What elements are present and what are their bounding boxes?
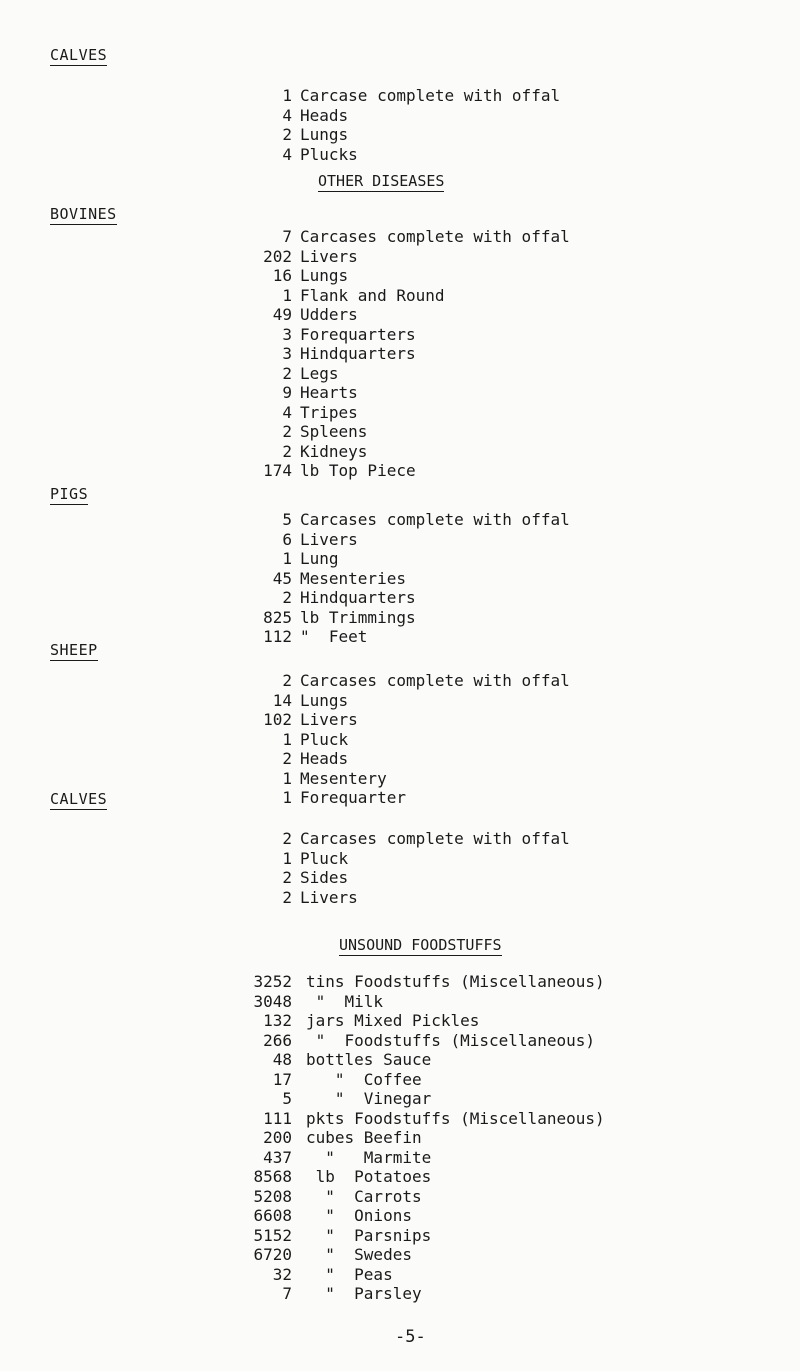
list-item [0, 1226, 800, 1246]
item-description: Mesenteries [300, 568, 406, 588]
list-item [0, 1050, 800, 1070]
list-item [0, 305, 800, 325]
item-description: Carcase complete with offal [300, 86, 561, 105]
list-item [0, 788, 800, 808]
item-quantity: 1 [282, 285, 292, 305]
item-description: Carcases complete with offal [300, 829, 570, 848]
list-item [0, 510, 800, 530]
list-item [0, 247, 800, 267]
sheep-list [0, 671, 800, 808]
item-description: " Parsnips [306, 1225, 432, 1245]
item-description: Lungs [300, 125, 349, 144]
item-quantity: 8568 [253, 1167, 292, 1186]
item-quantity: 5 [282, 1089, 292, 1108]
item-description: Tripes [300, 402, 358, 422]
item-quantity: 7 [282, 227, 292, 246]
item-quantity: 17 [272, 1069, 292, 1089]
list-item [0, 769, 800, 789]
item-description: Livers [300, 710, 358, 729]
list-item [0, 1245, 800, 1265]
item-description: Carcases complete with offal [300, 510, 570, 529]
item-description: Udders [300, 305, 358, 324]
item-quantity: 1 [282, 788, 292, 807]
item-description: lb Top Piece [300, 461, 416, 480]
item-quantity: 825 [263, 607, 292, 627]
item-quantity: 5152 [253, 1225, 292, 1245]
item-quantity: 3048 [253, 991, 292, 1011]
item-quantity: 3 [282, 344, 292, 363]
item-description: Pluck [300, 729, 349, 749]
item-description: Heads [300, 749, 349, 768]
list-item [0, 730, 800, 750]
list-item [0, 145, 800, 165]
item-quantity: 111 [263, 1108, 292, 1128]
list-item [0, 627, 800, 647]
item-quantity: 266 [263, 1030, 292, 1050]
item-description: bottles Sauce [306, 1050, 432, 1069]
item-description: " Marmite [306, 1147, 432, 1167]
list-item [0, 1070, 800, 1090]
item-quantity: 2 [282, 749, 292, 768]
item-description: Spleens [300, 422, 368, 441]
item-quantity: 200 [263, 1128, 292, 1147]
list-item [0, 608, 800, 628]
item-quantity: 3 [282, 324, 292, 344]
calves-top-list [0, 86, 800, 164]
item-description: Carcases complete with offal [300, 227, 570, 246]
item-quantity: 9 [282, 383, 292, 402]
item-quantity: 32 [272, 1264, 292, 1284]
list-item [0, 1187, 800, 1207]
item-quantity: 49 [272, 305, 292, 324]
list-item [0, 403, 800, 423]
item-quantity: 202 [263, 246, 292, 266]
item-quantity: 14 [272, 690, 292, 710]
list-item [0, 227, 800, 247]
item-quantity: 1 [282, 86, 292, 105]
list-item [0, 1206, 800, 1226]
item-description: " Coffee [306, 1069, 422, 1089]
item-description: Livers [300, 887, 358, 907]
item-description: " Foodstuffs (Miscellaneous) [306, 1030, 595, 1050]
item-quantity: 2 [282, 671, 292, 690]
list-item [0, 1148, 800, 1168]
list-item [0, 461, 800, 481]
list-item [0, 691, 800, 711]
item-quantity: 5 [282, 510, 292, 529]
unsound-list [0, 972, 800, 1304]
list-item [0, 266, 800, 286]
list-item [0, 442, 800, 462]
item-description: Heads [300, 105, 349, 125]
list-item [0, 530, 800, 550]
list-item [0, 588, 800, 608]
pigs-list [0, 510, 800, 647]
item-description: Flank and Round [300, 285, 445, 305]
list-item [0, 86, 800, 106]
item-quantity: 2 [282, 441, 292, 461]
list-item [0, 125, 800, 145]
list-item [0, 1128, 800, 1148]
list-item [0, 749, 800, 769]
list-item [0, 1265, 800, 1285]
item-description: " Milk [306, 991, 384, 1011]
item-description: " Onions [306, 1206, 412, 1225]
item-quantity: 5208 [253, 1186, 292, 1206]
item-quantity: 2 [282, 829, 292, 848]
section-heading-calves: CALVES [50, 790, 108, 808]
item-description: Kidneys [300, 441, 368, 461]
item-quantity: 16 [272, 266, 292, 285]
other-diseases-title: OTHER DISEASES [318, 172, 445, 190]
item-quantity: 4 [282, 402, 292, 422]
list-item [0, 888, 800, 908]
item-quantity: 2 [282, 868, 292, 887]
list-item [0, 972, 800, 992]
item-quantity: 2 [282, 422, 292, 441]
item-description: lb Potatoes [306, 1167, 432, 1186]
item-description: pkts Foodstuffs (Miscellaneous) [306, 1108, 605, 1128]
item-quantity: 3252 [253, 972, 292, 991]
list-item [0, 344, 800, 364]
item-description: tins Foodstuffs (Miscellaneous) [306, 972, 605, 991]
list-item [0, 829, 800, 849]
item-description: " Vinegar [306, 1089, 432, 1108]
list-item [0, 549, 800, 569]
item-description: Hearts [300, 383, 358, 402]
list-item [0, 849, 800, 869]
item-quantity: 4 [282, 105, 292, 125]
section-heading-sheep: SHEEP [50, 641, 98, 659]
list-item [0, 325, 800, 345]
item-description: Mesentery [300, 768, 387, 788]
list-item [0, 1011, 800, 1031]
item-description: Forequarter [300, 788, 406, 807]
item-quantity: 2 [282, 363, 292, 383]
list-item [0, 868, 800, 888]
item-description: Livers [300, 246, 358, 266]
item-description: Lungs [300, 690, 349, 710]
item-quantity: 2 [282, 887, 292, 907]
item-quantity: 1 [282, 768, 292, 788]
item-quantity: 132 [263, 1011, 292, 1030]
item-description: Hindquarters [300, 588, 416, 607]
list-item [0, 364, 800, 384]
list-item [0, 1167, 800, 1187]
list-item [0, 383, 800, 403]
item-description: " Feet [300, 627, 368, 646]
list-item [0, 710, 800, 730]
item-quantity: 437 [263, 1147, 292, 1167]
list-item [0, 1284, 800, 1304]
section-heading-pigs: PIGS [50, 485, 89, 503]
item-description: Pluck [300, 848, 349, 868]
item-quantity: 45 [272, 568, 292, 588]
list-item [0, 1109, 800, 1129]
item-description: Legs [300, 363, 339, 383]
section-heading-bovines: BOVINES [50, 205, 117, 223]
item-description: cubes Beefin [306, 1128, 422, 1147]
item-description: Plucks [300, 144, 358, 164]
bovines-list [0, 227, 800, 481]
list-item [0, 106, 800, 126]
item-description: Forequarters [300, 324, 416, 344]
item-quantity: 1 [282, 729, 292, 749]
list-item [0, 671, 800, 691]
item-description: lb Trimmings [300, 607, 416, 627]
item-description: Livers [300, 529, 358, 549]
list-item [0, 1031, 800, 1051]
item-quantity: 102 [263, 710, 292, 729]
list-item [0, 422, 800, 442]
item-description: Sides [300, 868, 349, 887]
item-quantity: 2 [282, 588, 292, 607]
item-description: " Swedes [306, 1245, 412, 1264]
item-quantity: 1 [282, 848, 292, 868]
section-heading-calves-top: CALVES [50, 46, 108, 64]
item-description: " Parsley [306, 1284, 422, 1303]
item-description: " Peas [306, 1264, 393, 1284]
item-quantity: 48 [272, 1050, 292, 1069]
list-item [0, 1089, 800, 1109]
item-quantity: 4 [282, 144, 292, 164]
item-description: jars Mixed Pickles [306, 1011, 480, 1030]
item-quantity: 2 [282, 125, 292, 144]
unsound-foodstuffs-title: UNSOUND FOODSTUFFS [339, 936, 502, 954]
item-quantity: 6 [282, 529, 292, 549]
list-item [0, 286, 800, 306]
item-quantity: 112 [263, 627, 292, 646]
item-quantity: 174 [263, 461, 292, 480]
item-description: Hindquarters [300, 344, 416, 363]
item-description: Carcases complete with offal [300, 671, 570, 690]
list-item [0, 569, 800, 589]
item-description: " Carrots [306, 1186, 422, 1206]
item-quantity: 6720 [253, 1245, 292, 1264]
item-description: Lungs [300, 266, 349, 285]
list-item [0, 992, 800, 1012]
item-quantity: 6608 [253, 1206, 292, 1225]
page-number: -5- [395, 1327, 426, 1347]
item-quantity: 1 [282, 549, 292, 568]
item-description: Lung [300, 549, 339, 568]
calves-list [0, 829, 800, 907]
item-quantity: 7 [282, 1284, 292, 1303]
